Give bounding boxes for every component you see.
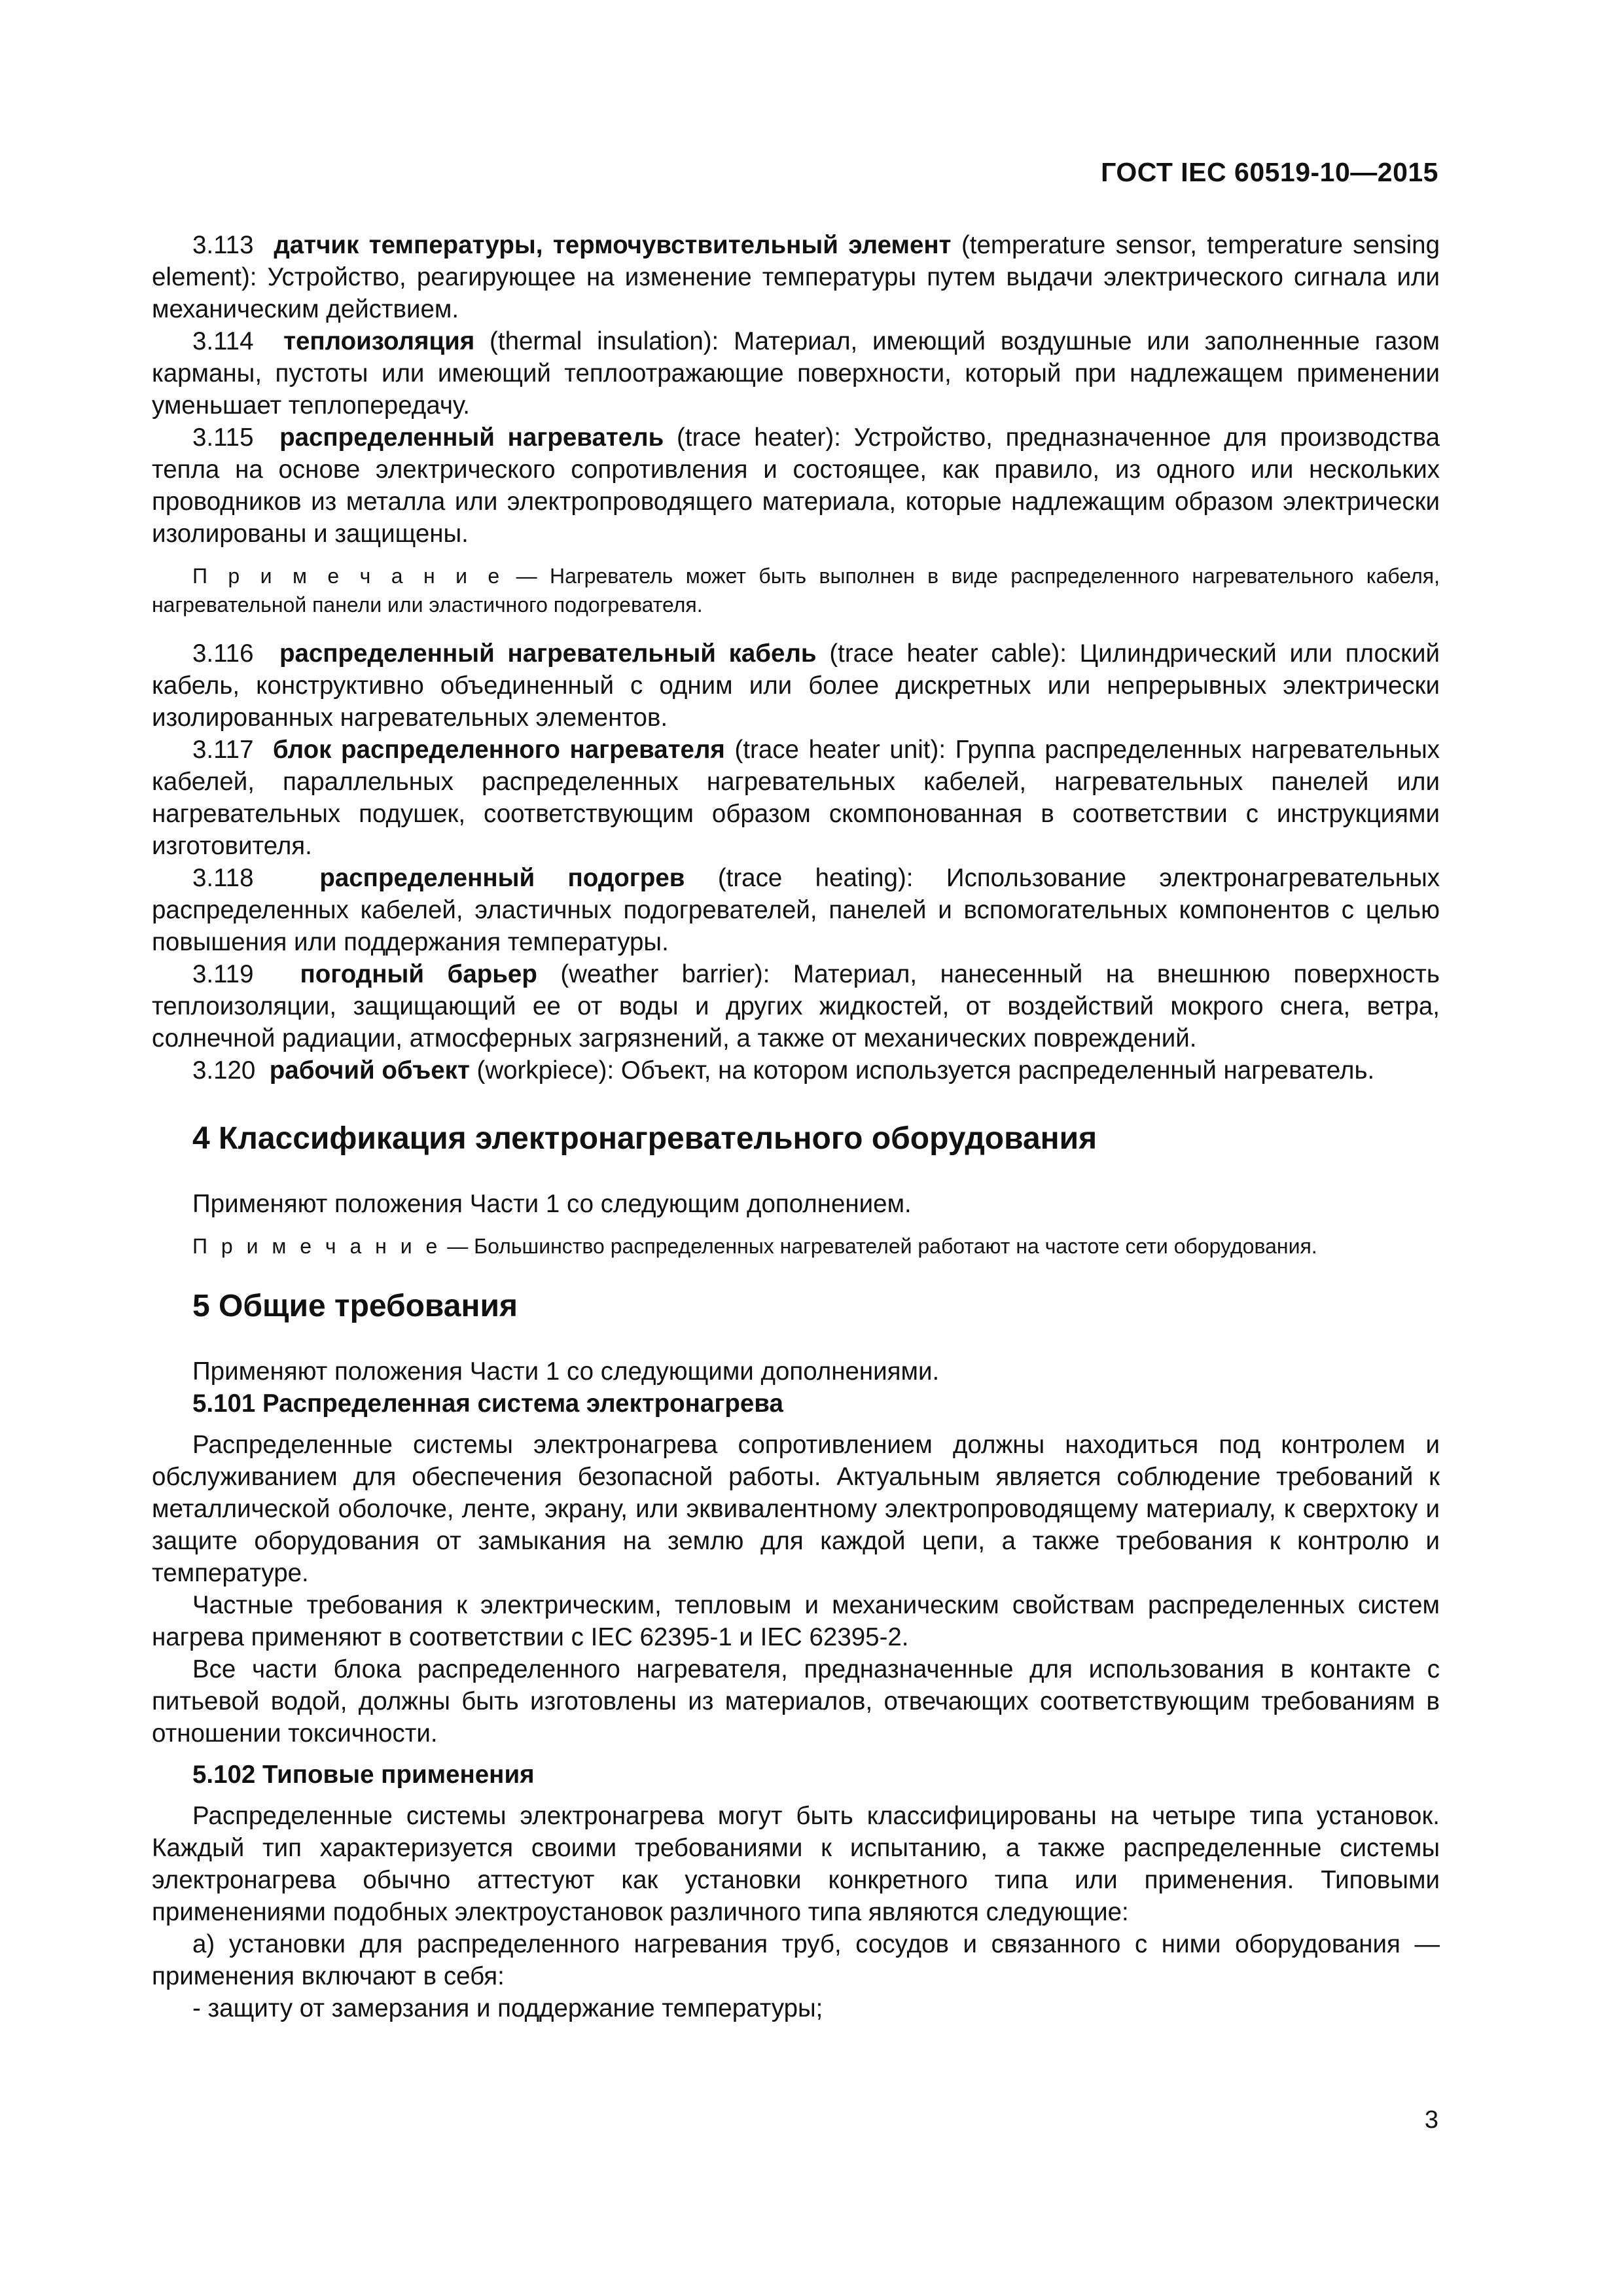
subsection-5-102-paragraph: Распределенные системы электронагрева могут быть классифицированы на четыре типа установок. Каждый тип характеризуется своими требованиями к испытанию, а также распределенные системы электронагрева обычно аттестуют как установки конкретного типа или применения. Типовыми применениями подобных электроустановок различного типа являются следующие: <box>152 1802 1440 1926</box>
definition-3-114 <box>152 325 1440 422</box>
subsection-5-101-paragraph: Частные требования к электрическим, тепловым и механическим свойствам распределенных систем нагрева применяют в соответствии с IEC 62395-1 и IEC 62395-2. <box>152 1591 1440 1651</box>
definition-text: (weather barrier): Материал, нанесенный на внешнюю поверхность теплоизоляции, защищающий ее от воды и других жидкостей, от воздействий мокрого снега, ветра, солнечной радиации, атмосферных загрязнений, а также от механических повреждений. <box>152 960 1440 1052</box>
definition-3-116 <box>152 637 1440 734</box>
definition-term: датчик температуры, термочувствительный элемент <box>274 231 952 259</box>
subsection-5-102-list-item: - защиту от замерзания и поддержание температуры; <box>192 1994 823 2022</box>
definition-text: (temperature sensor, temperature sensing element): Устройство, реагирующее на изменение температуры путем выдачи электрического сигнала или механическим действием. <box>152 231 1440 323</box>
subsection-5-102-list-item: а) установки для распределенного нагревания труб, сосудов и связанного с ними оборудования — применения включают в себя: <box>152 1930 1440 1990</box>
note-text: — Большинство распределенных нагревателей работают на частоте сети оборудования. <box>441 1234 1317 1258</box>
definition-number: 3.114 <box>192 327 254 355</box>
subsection-5-101-paragraph: Все части блока распределенного нагревателя, предназначенные для использования в контакте с питьевой водой, должны быть изготовлены из материалов, отвечающих соответствующим требованиям в отношении токсичности. <box>152 1655 1440 1748</box>
definition-text: (trace heater cable): Цилиндрический или плоский кабель, конструктивно объединенный с одним или более дискретных или непрерывных электрически изолированных нагревательных элементов. <box>152 639 1440 732</box>
definition-term: распределенный подогрев <box>319 864 685 892</box>
definition-3-118 <box>152 862 1440 958</box>
definition-text: (trace heater unit): Группа распределенных нагревательных кабелей, параллельных распределенных нагревательных кабелей, нагревательных панелей или нагревательных подушек, соответствующим образом скомпонованная в соответствии с инструкциями изготовителя. <box>152 736 1440 860</box>
section-4-paragraph: Применяют положения Части 1 со следующим дополнением. <box>192 1190 912 1218</box>
definition-text: (trace heater): Устройство, предназначенное для производства тепла на основе электрического сопротивления и состоящее, как правило, из одного или нескольких проводников из металла или электропроводящего материала, которые надлежащим образом электрически изолированы и защищены. <box>152 423 1440 548</box>
definition-term: теплоизоляция <box>283 327 475 355</box>
definition-3-119 <box>152 958 1440 1054</box>
note-trace-heater <box>152 562 1440 619</box>
definition-term: погодный барьер <box>300 960 537 988</box>
section-4-note <box>152 1232 1440 1261</box>
subsection-5-101-paragraph: Распределенные системы электронагрева сопротивлением должны находиться под контролем и обслуживанием для обеспечения безопасной работы. Актуальным является соблюдение требований к металлической оболочке, ленте, экрану, или эквивалентному электропроводящему материалу, к сверхтоку и защите оборудования от замыкания на землю для каждой цепи, а также требования к контролю и температуре. <box>152 1431 1440 1587</box>
definition-number: 3.116 <box>192 639 254 668</box>
subsection-5-101-heading: 5.101 Распределенная система электронагрева <box>192 1390 783 1418</box>
definition-number: 3.118 <box>192 864 254 892</box>
page-number: 3 <box>1424 2106 1438 2134</box>
subsection-5-102-heading: 5.102 Типовые применения <box>192 1761 535 1789</box>
definition-term: распределенный нагревательный кабель <box>279 639 817 668</box>
definition-3-117 <box>152 734 1440 862</box>
definition-3-113 <box>152 229 1440 325</box>
definition-term: распределенный нагреватель <box>279 423 664 452</box>
section-4-heading: 4 Классификация электронагревательного оборудования <box>192 1121 1097 1156</box>
definition-number: 3.113 <box>192 231 254 259</box>
definition-number: 3.115 <box>192 423 254 452</box>
standard-code-header: ГОСТ IEC 60519-10—2015 <box>1101 157 1438 187</box>
definition-number: 3.117 <box>192 736 254 764</box>
definition-text: (trace heating): Использование электронагревательных распределенных кабелей, эластичных подогревателей, панелей и вспомогательных компонентов с целью повышения или поддержания температуры. <box>152 864 1440 956</box>
definition-term: блок распределенного нагревателя <box>272 736 725 764</box>
section-5-paragraph: Применяют положения Части 1 со следующими дополнениями. <box>192 1357 940 1386</box>
definition-text: (workpiece): Объект, на котором используется распределенный нагреватель. <box>469 1056 1375 1085</box>
definition-text: (thermal insulation): Материал, имеющий воздушные или заполненные газом карманы, пустоты или имеющий теплоотражающие поверхности, который при надлежащем применении уменьшает теплопередачу. <box>152 327 1440 420</box>
note-label: П р и м е ч а н и е <box>192 1234 442 1258</box>
definition-3-120 <box>152 1054 1440 1086</box>
definition-number: 3.119 <box>192 960 254 988</box>
note-text: — Нагреватель может быть выполнен в виде распределенного нагревательного кабеля, нагревательной панели или эластичного подогревателя. <box>152 564 1440 617</box>
page-content <box>152 229 1440 2024</box>
note-label: П р и м е ч а н и е <box>192 564 504 588</box>
section-5-heading: 5 Общие требования <box>192 1289 518 1323</box>
definition-term: рабочий объект <box>269 1056 470 1085</box>
definition-3-115 <box>152 422 1440 550</box>
definition-number: 3.120 <box>192 1056 256 1085</box>
